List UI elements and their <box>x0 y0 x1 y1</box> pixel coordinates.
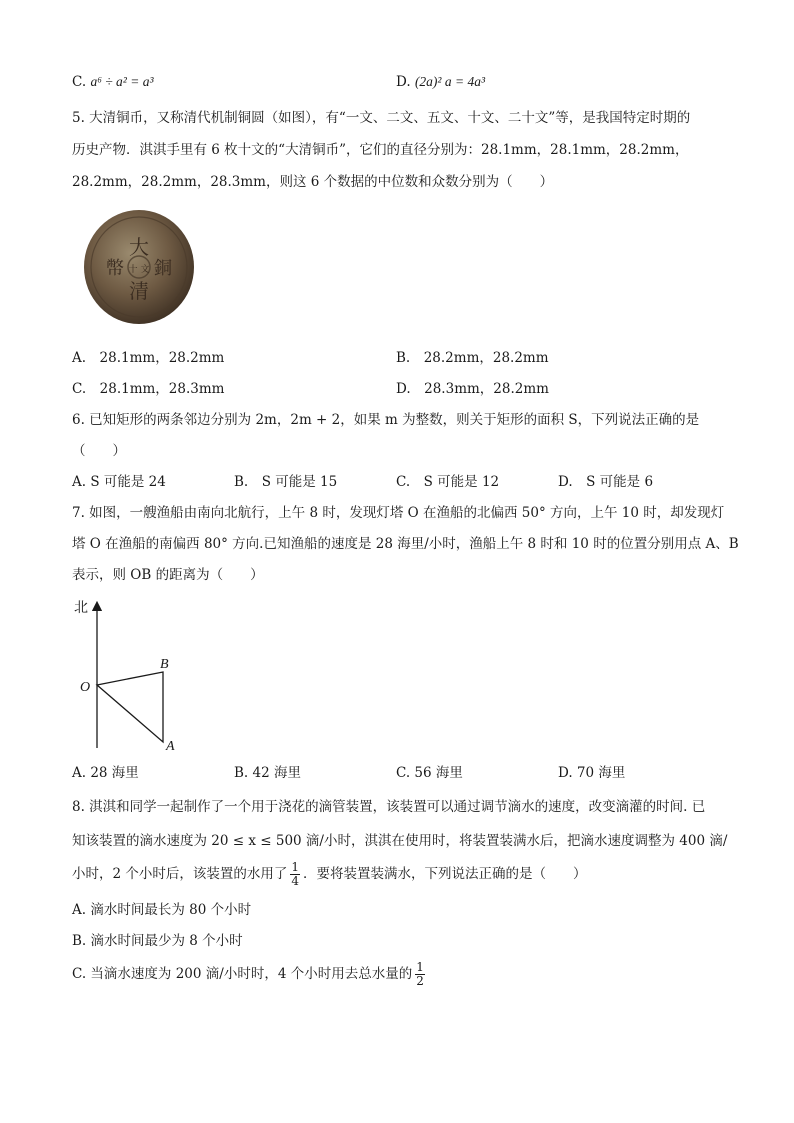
q5-stem-line-2: 历史产物．淇淇手里有 6 枚十文的“大清铜币”，它们的直径分别为：28.1mm，28.1mm，28.2mm， <box>72 142 689 158</box>
q5-option-c: C. 28.1mm，28.3mm <box>72 381 225 397</box>
q8-fraction-half <box>415 961 425 988</box>
q4-option-d <box>396 72 485 92</box>
q8-stem-line-3-part-a: 小时，2 个小时后，该装置的水用了 <box>72 866 288 882</box>
q5-stem-line-1: 5. 大清铜币，又称清代机制铜圆（如图），有“一文、二文、五文、十文、二十文”等，是我国特定时期的 <box>72 110 691 126</box>
q7-stem-line-2: 塔 O 在渔船的南偏西 80° 方向.已知渔船的速度是 28 海里/小时，渔船上午 8 时和 10 时的位置分别用点 A、B <box>72 536 739 552</box>
q5-option-d: D. 28.3mm，28.2mm <box>396 381 549 397</box>
q8-option-c-text: C. 当滴水速度为 200 滴/小时时，4 个小时用去总水量的 <box>72 966 413 982</box>
q7-option-a: A. 28 海里 <box>72 765 139 781</box>
point-b-label: B <box>160 657 169 672</box>
coin-char-1: 大 <box>129 235 149 259</box>
coin-char-5: 十 <box>128 265 138 275</box>
q8-option-c <box>72 958 428 990</box>
coin-char-6: 文 <box>140 265 150 275</box>
point-o-label: O <box>80 680 91 695</box>
q8-stem-line-1: 8. 淇淇和同学一起制作了一个用于浇花的滴管装置，该装置可以通过调节滴水的速度，改变滴灌的时间. 已 <box>72 799 706 815</box>
q6-option-a: A. S 可能是 24 <box>72 474 166 490</box>
q7-option-b: B. 42 海里 <box>234 765 301 781</box>
coin-image <box>82 208 196 326</box>
q5-option-a: A. 28.1mm，28.2mm <box>72 350 225 366</box>
q4-option-c <box>72 72 154 92</box>
coin-char-4: 幣 <box>106 258 124 279</box>
q6-option-c: C. S 可能是 12 <box>396 474 500 490</box>
coin-char-2: 清 <box>129 279 149 303</box>
fraction-numerator: 1 <box>291 860 300 874</box>
q8-stem-line-2: 知该装置的滴水速度为 20 ≤ x ≤ 500 滴/小时，淇淇在使用时，将装置装满水后，把滴水速度调整为 400 滴/ <box>72 833 728 849</box>
q8-stem-line-3-part-b: ．要将装置装满水，下列说法正确的是（ ） <box>303 866 587 882</box>
q6-option-b: B. S 可能是 15 <box>234 474 338 490</box>
q4-option-c-label: C. <box>72 74 87 90</box>
triangle-oab <box>97 672 163 742</box>
coin-char-3: 銅 <box>154 258 172 279</box>
q6-stem-line-1: 6. 已知矩形的两条邻边分别为 2m，2m + 2，如果 m 为整数，则关于矩形的面积 S，下列说法正确的是 <box>72 412 700 428</box>
q4-option-c-expr: a⁶ ÷ a² = a³ <box>90 74 154 89</box>
q8-stem-line-3 <box>72 858 587 890</box>
q8-option-b: B. 滴水时间最少为 8 个小时 <box>72 933 243 949</box>
q7-option-c: C. 56 海里 <box>396 765 463 781</box>
q7-diagram <box>70 596 200 756</box>
q8-fraction-quarter <box>290 861 300 888</box>
q6-stem-line-2: （ ） <box>72 443 126 459</box>
fraction-denominator: 4 <box>291 874 300 888</box>
q7-stem-line-1: 7. 如图，一艘渔船由南向北航行，上午 8 时，发现灯塔 O 在渔船的北偏西 50° 方向，上午 10 时，却发现灯 <box>72 505 725 521</box>
q5-stem-line-3: 28.2mm，28.2mm，28.3mm，则这 6 个数据的中位数和众数分别为（ ） <box>72 174 554 190</box>
q7-stem-line-3: 表示，则 OB 的距离为（ ） <box>72 567 264 583</box>
q5-option-b: B. 28.2mm，28.2mm <box>396 350 549 366</box>
q7-option-d: D. 70 海里 <box>558 765 626 781</box>
q8-option-a: A. 滴水时间最长为 80 个小时 <box>72 902 252 918</box>
q6-option-d: D. S 可能是 6 <box>558 474 654 490</box>
q4-option-d-expr: (2a)² a = 4a³ <box>414 74 486 89</box>
fraction-numerator: 1 <box>416 960 424 974</box>
fraction-denominator: 2 <box>416 974 424 988</box>
q4-option-d-label: D. <box>396 74 411 90</box>
north-label: 北 <box>74 600 88 616</box>
point-a-label: A <box>166 739 175 754</box>
